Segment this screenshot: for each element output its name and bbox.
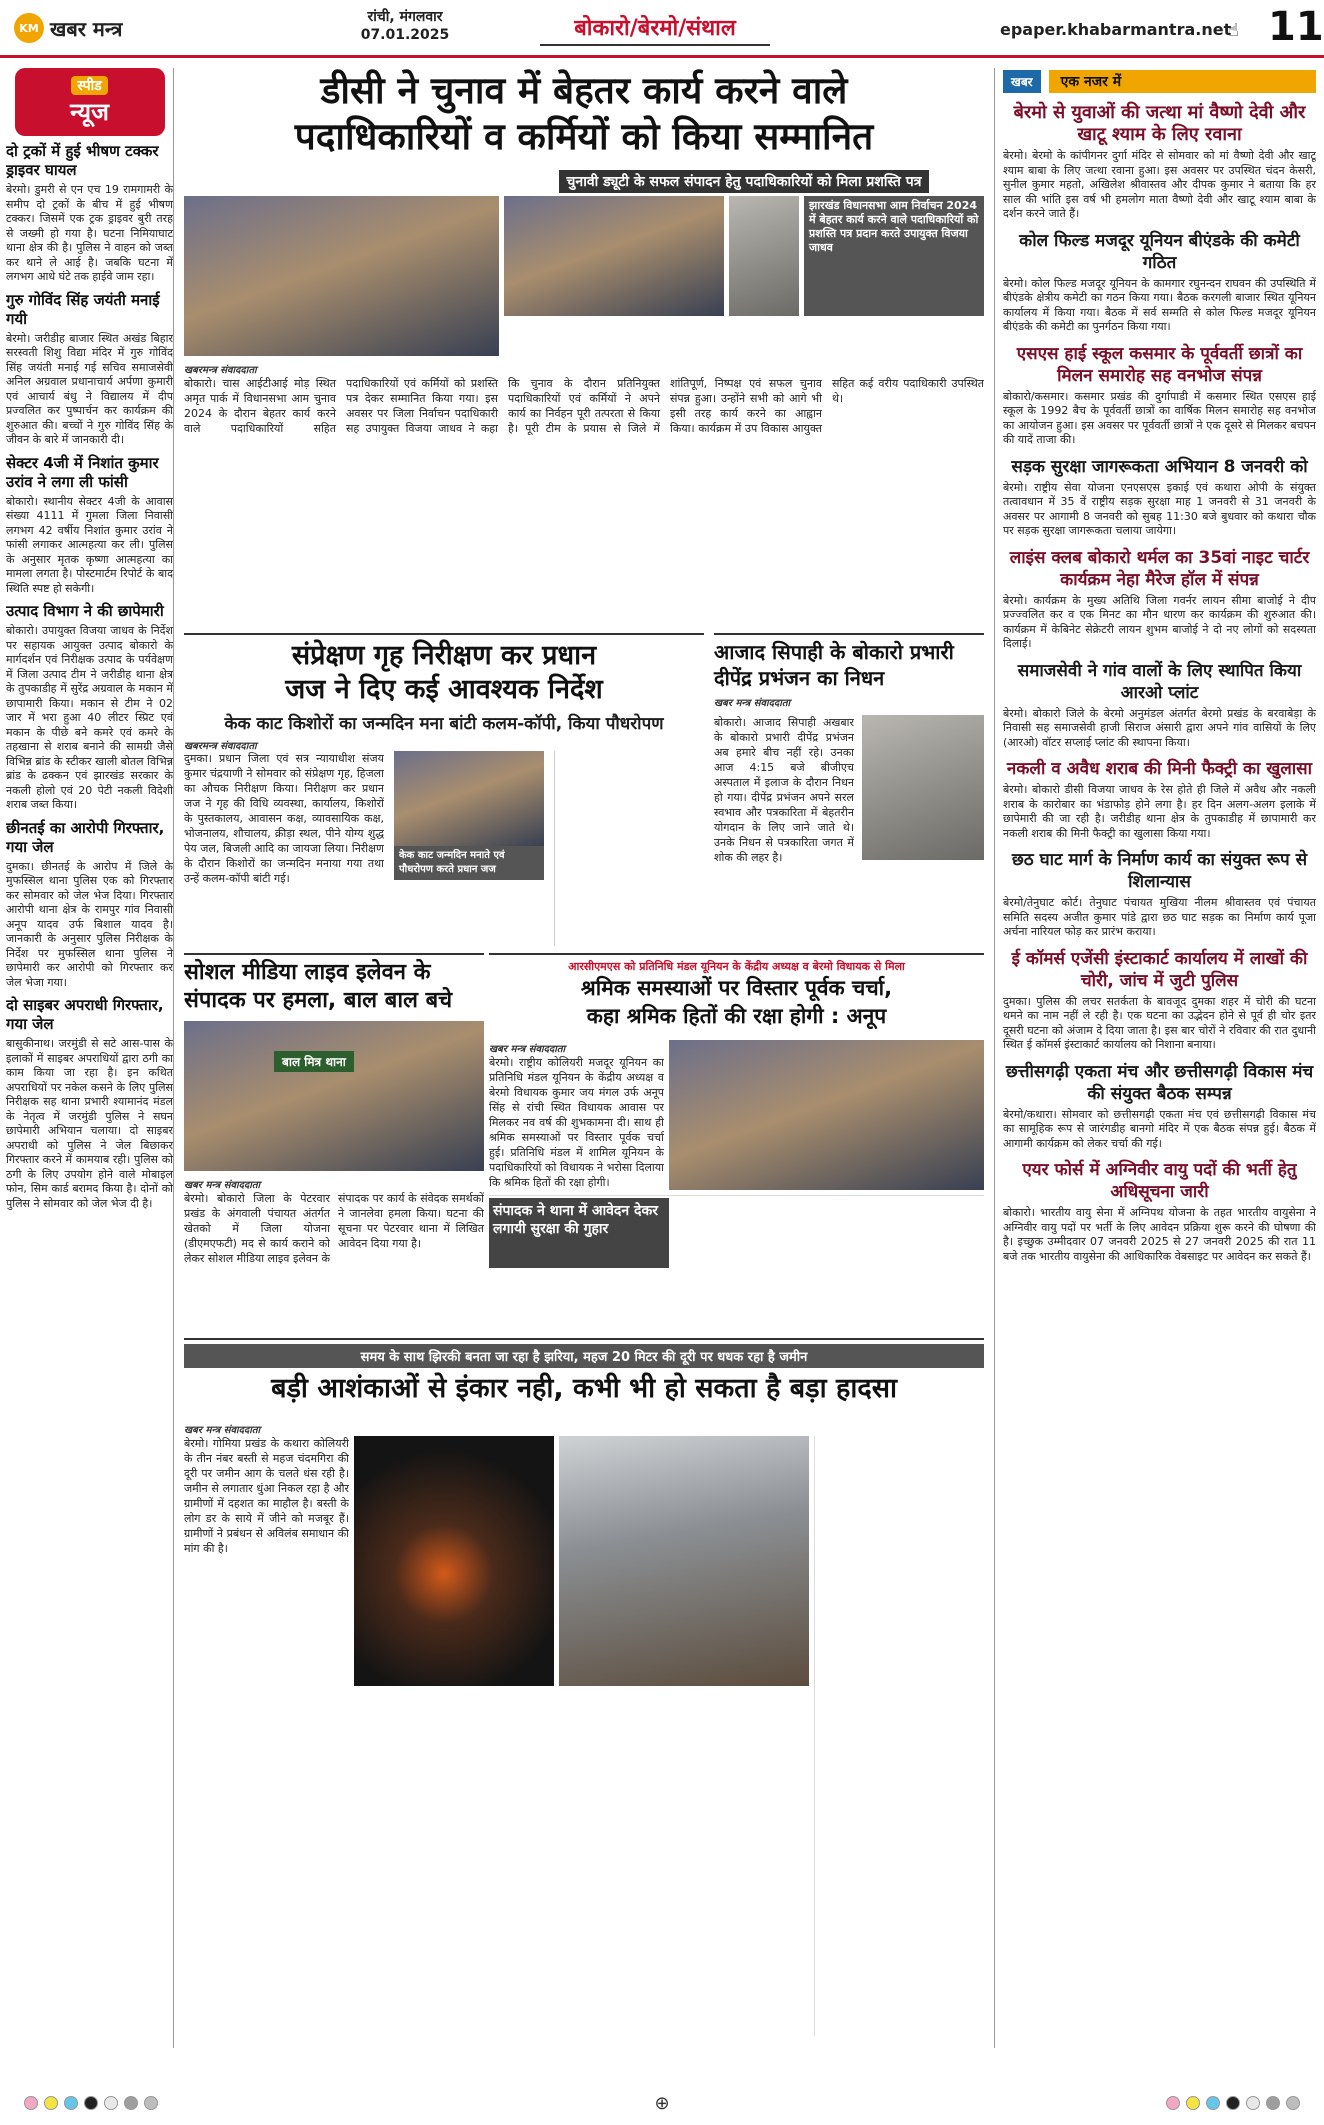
social-media-editor-story[interactable] [184, 953, 484, 1333]
glance-item[interactable] [1003, 849, 1316, 940]
ek-nazar-tag: एक नजर में [1049, 70, 1316, 93]
calibration-dot [44, 2096, 58, 2110]
calibration-dot [1266, 2096, 1280, 2110]
social-headline-line-1: सोशल मीडिया लाइव इलेवन के [184, 960, 431, 985]
observation-home-story[interactable] [184, 633, 704, 948]
labor-byline: खबर मन्त्र संवाददाता [489, 1044, 566, 1055]
registration-mark-icon: ⊕ [654, 2092, 670, 2114]
calibration-dot [124, 2096, 138, 2110]
glance-item[interactable] [1003, 660, 1316, 751]
masthead [0, 0, 1324, 58]
story2-body-continued [554, 751, 704, 946]
issue-date: 07.01.2025 [360, 27, 450, 43]
glance-item[interactable] [1003, 547, 1316, 652]
lead-headline-line-1: डीसी ने चुनाव में बेहतर कार्य करने वाले [320, 69, 848, 112]
labor-delegation-photo [669, 1040, 984, 1190]
calibration-dot [1286, 2096, 1300, 2110]
story2-byline: खबरमन्त्र संवाददाता [184, 741, 257, 752]
labor-headline-line-1: श्रमिक समस्याओं पर विस्तार पूर्वक चर्चा, [580, 976, 893, 1000]
glance-body: बेरमो। कोल फिल्ड मजदूर यूनियन के कामगार रघुनन्दन राघवन की उपस्थिति में बीएंडके क्षेत्रीय कमेटी का गठन किया गया। बैठक करगली बाजार स्थित यूनियन कार्यालय में किया गया। बैठक में सर्व सम्मति से कोल फिल्ड मजदूर यूनियन बीएंडके की कमेटी का पुनर्गठन किया गया। [1003, 276, 1316, 333]
calibration-dot [144, 2096, 158, 2110]
logo-mark-icon: KM [14, 13, 44, 43]
print-registration-bar [0, 2088, 1324, 2118]
glance-item[interactable] [1003, 230, 1316, 335]
glance-headline: नकली व अवैध शराब की मिनी फैक्ट्री का खुलासा [1006, 759, 1313, 779]
brief-item[interactable] [6, 819, 173, 991]
glance-body: दुमका। पुलिस की लचर सतर्कता के बावजूद दुमका शहर में चोरी की घटना थमने का नाम नहीं ले रही है। एक घटना का उद्भेदन होने से पूर्व ही चोर इतर दूसरी घटना को अंजाम दे दिया जाता है। इस बार चोरों ने रविवार की रात दुधानी स्थित ई कॉमर्स इंस्टाकार्ट कार्यालय को निशाना बनाया। [1003, 994, 1316, 1051]
brief-body: बासुकीनाथ। जरमुंडी से सटे आस-पास के इलाकों में साइबर अपराधियों द्वारा ठगी का काम किया जा रहा है। इन कथित अपराधियों पर नकेल कसने के लिए पुलिस निरीक्षक सह थाना प्रभारी श्यामानंद मंडल के नेतृत्व में जरमुंडी पुलिस ने सघन छापेमारी अभियान चलाया। दो साइबर अपराधी को पुलिस ने जेल बिछाकर गिरफ्तार करने में कामयाब रही। पुलिस को ठगी के लिए उपयोग होने वाले मोबाइल फोन, सिम कार्ड बरामद किया है। दोनों को पुलिस ने सोमवार को जेल भेज दी है। [6, 1037, 173, 1210]
smoke-field-photo [559, 1436, 809, 1686]
brief-body: बेरमो। डुमरी से एन एच 19 रामगामरी के समीप दो ट्रकों के बीच में हुई भीषण टक्कर। जिसमें एक ट्रक ड्राइवर बुरी तरह से जख्मी हो गया है। घटना निमियाघाट थाना क्षेत्र की है। पुलिस ने वाहन को जब्त कर थाने ले आई है। जबकि घटना में लगभग आधे घंटे तक हाईवे जाम रहा। [6, 183, 173, 283]
glance-headline: बेरमो से युवाओं की जत्था मां वैष्णो देवी और खाटू श्याम के लिए रवाना [1013, 102, 1306, 145]
police-station-sign: बाल मित्र थाना [274, 1051, 354, 1072]
story2-headline-line-2: जज ने दिए कई आवश्यक निर्देश [285, 674, 603, 705]
obituary-portrait [862, 715, 984, 860]
labor-union-story[interactable] [489, 953, 984, 1333]
lead-story[interactable] [184, 68, 984, 633]
calibration-dot [1226, 2096, 1240, 2110]
glance-body: बेरमो। बोकारो डीसी विजया जाधव के रेस होते ही जिले में अवैध और नकली शराब के कारोबार का भंडाफोड़ होने लगा है। हर दिन अलग-अलग इलाके में छापेमारी की जा रही है। जरीडीह थाना क्षेत्र के तुपकाडीह में छापामारी कर नकली शराब की मिनी फैक्ट्री का खुलासा किया गया। [1003, 783, 1316, 840]
page-number: 11 [1268, 4, 1324, 50]
award-photo-right [729, 196, 799, 316]
labor-headline-line-2: कहा श्रमिक हितों की रक्षा होगी : अनूप [586, 1004, 887, 1028]
brief-body: दुमका। छीनतई के आरोप में जिले के मुफस्सिल थाना पुलिस एक को गिरफ्तार कर सोमवार को जेल भेज दिया। गिरफ्तार आरोपी थाना क्षेत्र के रामपुर गांव निवासी अनूप यादव उर्फ बिशाल यादव है। जानकारी के अनुसार पुलिस निरीक्षक के निर्देश पर मुफस्सिल थाना पुलिस ने छापेमारी कर आरोपी को गिरफ्तार कर जेल भेजा गया। [6, 859, 173, 989]
glance-body: बेरमो। कार्यक्रम के मुख्य अतिथि जिला गवर्नर लायन सीमा बाजोई ने दीप प्रज्ज्वलित कर व एक मिनट का मौन धारण कर कार्यक्रम की शुरुआत की। कार्यक्रम में केबिनेट सेक्रेटरी लायन शुभम बाजोई ने दो नए लोगों को सदस्यता दिलाई। [1003, 593, 1316, 650]
brief-item[interactable] [6, 602, 173, 813]
calibration-dot [64, 2096, 78, 2110]
jharia-body-continued [814, 1436, 984, 2036]
speed-news-badge [15, 68, 165, 136]
lead-headline-line-2: पदाधिकारियों व कर्मियों को किया सम्मानित [294, 115, 874, 158]
dateline [340, 8, 470, 44]
epaper-link[interactable]: epaper.khabarmantra.net [1000, 20, 1232, 39]
social-body: बेरमो। बोकारो जिला के पेटरवार प्रखंड के अंगवाली पंचायत अंतर्गत खेतको में जिला योजना (डीएमएफटी) मद से कार्य कराने को लेकर सोशल मीडिया लाइव इलेवन के संपादक पर कार्य के संवेदक समर्थकों ने जानलेवा हमला किया। घटना की सूचना पर पेटरवार थाना में लिखित आवेदन दिया गया है। [184, 1192, 484, 1265]
glance-body: बेरमो। बेरमो के कांपीगनर दुर्गा मंदिर से सोमवार को मां वैष्णो देवी और खाटू श्याम बाबा के लिए जत्था रवाना हुआ। इस अवसर पर उपस्थित चंदन केसरी, सुनील कुमार महतो, अखिलेश श्रीवास्तव और दीपक कुमार ने बताया कि हर साल की भांति इस वर्ष भी हमलोग माता वैष्णो देवी और खाटू श्याम बाबा के दर्शन करने जाते हैं। [1003, 149, 1316, 220]
glance-headline: कोल फिल्ड मजदूर यूनियन बीएंडके की कमेटी गठित [1019, 230, 1300, 273]
brief-body: बोकारो। उपायुक्त विजया जाधव के निर्देश पर सहायक आयुक्त उत्पाद बोकारो के मार्गदर्शन एवं निरीक्षक उत्पाद के पर्यवेक्षण में जिला उत्पाद टीम ने जरीडीह थाना क्षेत्र के तुपकाडीह में सुरेंद्र अग्रवाल के मकान में छापामारी किया। मकान से टीम ने 02 जार में भरा हुआ 40 लीटर स्प्रिट एवं मकान के पीछे बने कमरे एवं कमरे के तहखाना से शराब बनाने की सामग्री जैसे विभिन्न ब्रांड के स्टीकर खाली बोतल विभिन्न ब्रांड के ढक्कन एवं झारखंड सरकार के नकली होलो एवं 20 पेटी नकली विदेशी शराब जब्त किया। [6, 624, 173, 811]
glance-headline: ई कॉमर्स एजेंसी इंस्टाकार्ट कार्यालय में लाखों की चोरी, जांच में जुटी पुलिस [1011, 948, 1308, 991]
glance-body: बेरमो। बोकारो जिले के बेरमो अनुमंडल अंतर्गत बेरमो प्रखंड के बरवाबेड़ा के निवासी सह समाजसेवी हाजी सिराज अंसारी द्वारा अपने गांव वासियों के लिए (आरओ) वॉटर सप्लाई प्लांट की स्थापना किया। [1003, 706, 1316, 749]
glance-headline: एयर फोर्स में अग्निवीर वायु पदों की भर्ती हेतु अधिसूचना जारी [1022, 1160, 1297, 1202]
story2-photo-caption: केक काट जन्मदिन मनाते एवं पौधरोपण करते प्रधान जज [394, 846, 544, 880]
story2-body: दुमका। प्रधान जिला एवं सत्र न्यायाधीश संजय कुमार चंद्रयाणी ने सोमवार को संप्रेक्षण गृह, हिजला का औचक निरीक्षण किया। निरीक्षण कर प्रधान जज ने गृह की विधि व्यवस्था, कार्यालय, किशोरों के पुस्तकालय, आवासन कक्ष, व्यावसायिक कक्ष, भोजनालय, शौचालय, क्रीड़ा स्थल, पीने योग्य शुद्ध पेय जल, बिजली आदि का जायजा लिया। निरीक्षण के दौरान किशोरों का जन्मदिन मनाया गया तथा उन्हें कलम-कॉपी बांटी गई। [184, 752, 384, 885]
glance-item[interactable] [1003, 1061, 1316, 1152]
obituary-byline: खबर मन्त्र संवाददाता [714, 698, 791, 709]
khabar-tag: खबर [1003, 70, 1041, 93]
calibration-dot [1246, 2096, 1260, 2110]
brief-headline: गुरु गोविंद सिंह जयंती मनाई गयी [6, 290, 160, 328]
calibration-dot [104, 2096, 118, 2110]
brief-headline: दो ट्रकों में हुई भीषण टक्कर ड्राइवर घायल [6, 142, 159, 179]
glance-body: बेरमो। राष्ट्रीय सेवा योजना एनएसएस इकाई एवं कथारा ओपी के संयुक्त तत्वावधान में 35 वें राष्ट्रीय सड़क सुरक्षा माह 1 जनवरी से 31 जनवरी के अवसर पर आगामी 8 जनवरी को सुबह 11:30 बजे बुधवार को कथारा चौक पर सड़क सुरक्षा जागरूकता चलाया जायेगा। [1003, 480, 1316, 537]
glance-headline: समाजसेवी ने गांव वालों के लिए स्थापित किया आरओ प्लांट [1017, 660, 1302, 703]
badge-bottom-label: न्यूज [70, 98, 109, 126]
jharia-byline: खबर मन्त्र संवाददाता [184, 1425, 261, 1436]
story2-continuation-rule [554, 751, 704, 946]
newspaper-logo[interactable] [14, 10, 164, 46]
lead-subheadline: चुनावी ड्यूटी के सफल संपादन हेतु पदाधिकारियों को मिला प्रशस्ति पत्र [559, 170, 930, 193]
labor-body: बेरमो। राष्ट्रीय कोलियरी मजदूर यूनियन का प्रतिनिधि मंडल यूनियन के केंद्रीय अध्यक्ष व बेरमो विधायक कुमार जय मंगल उर्फ अनूप सिंह से रांची स्थित विधायक आवास पर मिलकर नव वर्ष की शुभकामना दी। साथ ही श्रमिक समस्याओं पर विस्तार पूर्वक चर्चा हुई। प्रतिनिधि मंडल में शामिल यूनियन के पदाधिकारियों को विधायक ने भरोसा दिलाया कि श्रमिक हितों की रक्षा होगी। [489, 1056, 664, 1189]
glance-headline: छठ घाट मार्ग के निर्माण कार्य का संयुक्त रूप से शिलान्यास [1011, 850, 1308, 892]
story2-headline-line-1: संप्रेक्षण गृह निरीक्षण कर प्रधान [291, 640, 597, 671]
brief-headline: दो साइबर अपराधी गिरफ्तार, गया जेल [6, 996, 164, 1033]
glance-headline: एसएस हाई स्कूल कसमार के पूर्ववर्ती छात्रों का मिलन समारोह सह वनभोज संपन्न [1016, 343, 1303, 386]
glance-headline: सड़क सुरक्षा जागरूकता अभियान 8 जनवरी को [1011, 456, 1308, 477]
glance-item[interactable] [1003, 948, 1316, 1053]
calibration-dot [1206, 2096, 1220, 2110]
lead-photo-caption: झारखंड विधानसभा आम निर्वाचन 2024 में बेहतर कार्य करने वाले पदाधिकारियों को प्रशस्ति पत्र प्रदान करते उपायुक्त विजया जाधव [804, 196, 984, 316]
jharia-body: बेरमो। गोमिया प्रखंड के कथारा कोलियरी के तीन नंबर बस्ती से महज चंदमगिरा की दूरी पर जमीन आग के चलते धंस रही है। जमीन से लगातार धुंआ निकल रहा है और ग्रामीणों में दहशत का माहौल है। बस्ती के लोग डर के साये में जीने को मजबूर हैं। ग्रामीणों ने प्रबंधन से अविलंब समाधान की मांग की है। [184, 1437, 349, 1555]
calibration-dot [84, 2096, 98, 2110]
award-photo-left [184, 196, 499, 356]
glance-headline: छत्तीसगढ़ी एकता मंच और छत्तीसगढ़ी विकास मंच की संयुक्त बैठक सम्पन्न [1005, 1061, 1314, 1104]
at-a-glance-header [1003, 68, 1316, 94]
glance-body: बोकारो। भारतीय वायु सेना में अग्निपथ योजना के तहत भारतीय वायुसेना ने अग्निवीर वायु पदों पर भर्ती के लिए आवेदन प्रक्रिया शुरू करने की घोषणा की है। इच्छुक उम्मीदवार 07 जनवरी 2025 से 27 जनवरी 2025 की रात 11 बजे तक भारतीय वायुसेना की आधिकारिक वेबसाइट पर आवेदन कर सकते हैं। [1003, 1206, 1316, 1263]
brief-item[interactable] [6, 996, 173, 1211]
logo-text: खबर मन्त्र [50, 16, 123, 41]
news-at-a-glance-column [994, 68, 1316, 2048]
brief-item[interactable] [6, 454, 173, 597]
lead-body: बोकारो। चास आईटीआई मोड़ स्थित अमृत पार्क में विधानसभा आम चुनाव 2024 के दौरान बेहतर कार्य करने वाले पदाधिकारियों सहित पदाधिकारियों एवं कर्मियों को प्रशस्ति पत्र देकर सम्मानित किया गया। इस अवसर पर जिला निर्वाचन पदाधिकारी सह उपायुक्त विजया जाधव ने कहा कि चुनाव के दौरान प्रतिनियुक्त पदाधिकारियों एवं कर्मियों ने अपने कार्य का निर्वहन पूरी तत्परता से किया है। पूरी टीम के प्रयास से जिले में शांतिपूर्ण, निष्पक्ष एवं सफल चुनाव संपन्न हुआ। उन्होंने सभी को आगे भी इसी तरह कार्य करने का आह्वान किया। कार्यक्रम में उप विकास आयुक्त सहित कई वरीय पदाधिकारी उपस्थित थे। [184, 377, 984, 435]
brief-body: बेरमो। जरीडीह बाजार स्थित अखंड बिहार सरस्वती शिशु विद्या मंदिर में गुरु गोविंद सिंह जयंती मनाई गई सचिव समाजसेवी अनिल अग्रवाल प्रधानाचार्य अर्पणा कुमारी एवं आचार्य बंधु ने विद्यालय में दीप प्रज्वलित कर पुष्पार्चन कर कार्यक्रम की शुरुआत की। बच्चों ने गुरु गोविंद सिंह के जीवन के बारे में जानकारी दी। [6, 331, 173, 446]
brief-item[interactable] [6, 291, 173, 448]
glance-item[interactable] [1003, 102, 1316, 222]
labor-top-strip: आरसीएमएस को प्रतिनिधि मंडल यूनियन के केंद्रीय अध्यक्ष व बेरमो विधायक से मिला [568, 960, 905, 973]
brief-headline: सेक्टर 4जी में निशांत कुमार उरांव ने लगा ली फांसी [6, 453, 159, 491]
brief-headline: छीनतई का आरोपी गिरफ्तार, गया जेल [6, 818, 165, 856]
police-station-photo [184, 1021, 484, 1171]
lead-byline: खबरमन्त्र संवाददाता [184, 365, 257, 376]
pointer-hand-icon: ☝ [1228, 20, 1239, 41]
judge-photo [394, 751, 544, 846]
brief-item[interactable] [6, 142, 173, 285]
obituary-story[interactable] [714, 633, 984, 948]
burning-ground-photo [354, 1436, 554, 1686]
glance-item[interactable] [1003, 758, 1316, 841]
glance-body: बोकारो/कसमार। कसमार प्रखंड की दुर्गापाडी में कसमार स्थित एसएस हाई स्कूल के 1992 बैच के पूर्ववर्ती छात्रों का वार्षिक मिलन समारोह सह वनभोज का आयोजन हुआ। इस अवसर पर पूर्ववर्ती छात्रों ने एक दूसरे से मिलकर बचपन की यादें ताजा की। [1003, 389, 1316, 446]
obituary-body: बोकारो। आजाद सिपाही अखबार के बोकारो प्रभारी दीपेंद्र प्रभंजन अब हमारे बीच नहीं रहे। उनका आज 4:15 बजे बीजीएच अस्पताल में इलाज के दौरान निधन हो गया। दीपेंद्र प्रभंजन अपने सरल स्वभाव और पत्रकारिता में बेहतरीन योगदान के लिए जाने जाते थे। उनके निधन से पत्रकारिता जगत में शोक की लहर है। [714, 716, 854, 864]
calibration-dot [1186, 2096, 1200, 2110]
social-highlight-headline: संपादक ने थाना में आवेदन देकर लगायी सुरक्षा की गुहार [493, 1203, 658, 1237]
social-headline-line-2: संपादक पर हमला, बाल बाल बचे [184, 988, 453, 1013]
jharia-headline: बड़ी आशंकाओं से इंकार नही, कभी भी हो सकता है बड़ा हादसा [271, 1373, 897, 1404]
obituary-headline: आजाद सिपाही के बोकारो प्रभारी दीपेंद्र प्रभंजन का निधन [714, 640, 954, 690]
glance-body: बेरमो/तेनुघाट कोर्ट। तेनुघाट पंचायत मुखिया नीलम श्रीवास्तव एवं पंचायत समिति सदस्य अजीत कुमार पांडे द्वारा छठ घाट सड़क का निर्माण कार्य पूजा अर्चना नारियल फोड़ कर प्रारंभ कराया। [1003, 896, 1316, 938]
brief-headline: उत्पाद विभाग ने की छापेमारी [6, 602, 164, 620]
jharia-top-strip: समय के साथ झिरकी बनता जा रहा है झरिया, महज 20 मिटर की दूरी पर धधक रहा है जमीन [184, 1344, 984, 1368]
calibration-dot [24, 2096, 38, 2110]
glance-item[interactable] [1003, 456, 1316, 539]
award-photo-center [504, 196, 724, 316]
city-day: रांची, मंगलवार [367, 9, 443, 25]
main-news-column [184, 68, 984, 2048]
glance-headline: लाइंस क्लब बोकारो थर्मल का 35वां नाइट चार्टर कार्यक्रम नेहा मैरेज हॉल में संपन्न [1009, 547, 1310, 590]
glance-item[interactable] [1003, 343, 1316, 448]
brief-body: बोकारो। स्थानीय सेक्टर 4जी के आवास संख्या 4111 में गुमला जिला निवासी लगभग 42 वर्षीय निशांत कुमार उरांव ने फांसी लगाकर आत्महत्या कर ली। पुलिस के अनुसार मृतक कृष्णा आत्महत्या का मामला लगता है। पोस्टमार्टम रिपोर्ट के बाद स्थिति स्पष्ट हो सकेगी। [6, 494, 173, 595]
story2-subheadline: केक काट किशोरों का जन्मदिन मना बांटी कलम-कॉपी, किया पौधरोपण [224, 714, 664, 734]
color-calibration-right [1166, 2096, 1300, 2110]
badge-top-label: स्पीड [71, 76, 108, 95]
social-byline: खबर मन्त्र संवाददाता [184, 1180, 261, 1191]
labor-body-continued [489, 1195, 984, 1330]
glance-body: बेरमो/कथारा। सोमवार को छत्तीसगढ़ी एकता मंच एवं छत्तीसगढ़ी विकास मंच का सामूहिक रूप से जारंगडीह बानगो मंदिर में एक बैठक संपन्न हुई। बैठक में आगामी कार्यक्रम को लेकर चर्चा की गई। [1003, 1107, 1316, 1150]
jharia-fire-story[interactable] [184, 1338, 984, 2048]
speed-news-column [6, 68, 174, 2048]
color-calibration-left [24, 2096, 158, 2110]
calibration-dot [1166, 2096, 1180, 2110]
glance-item[interactable] [1003, 1159, 1316, 1264]
section-title: बोकारो/बेरमो/संथाल [540, 12, 770, 46]
